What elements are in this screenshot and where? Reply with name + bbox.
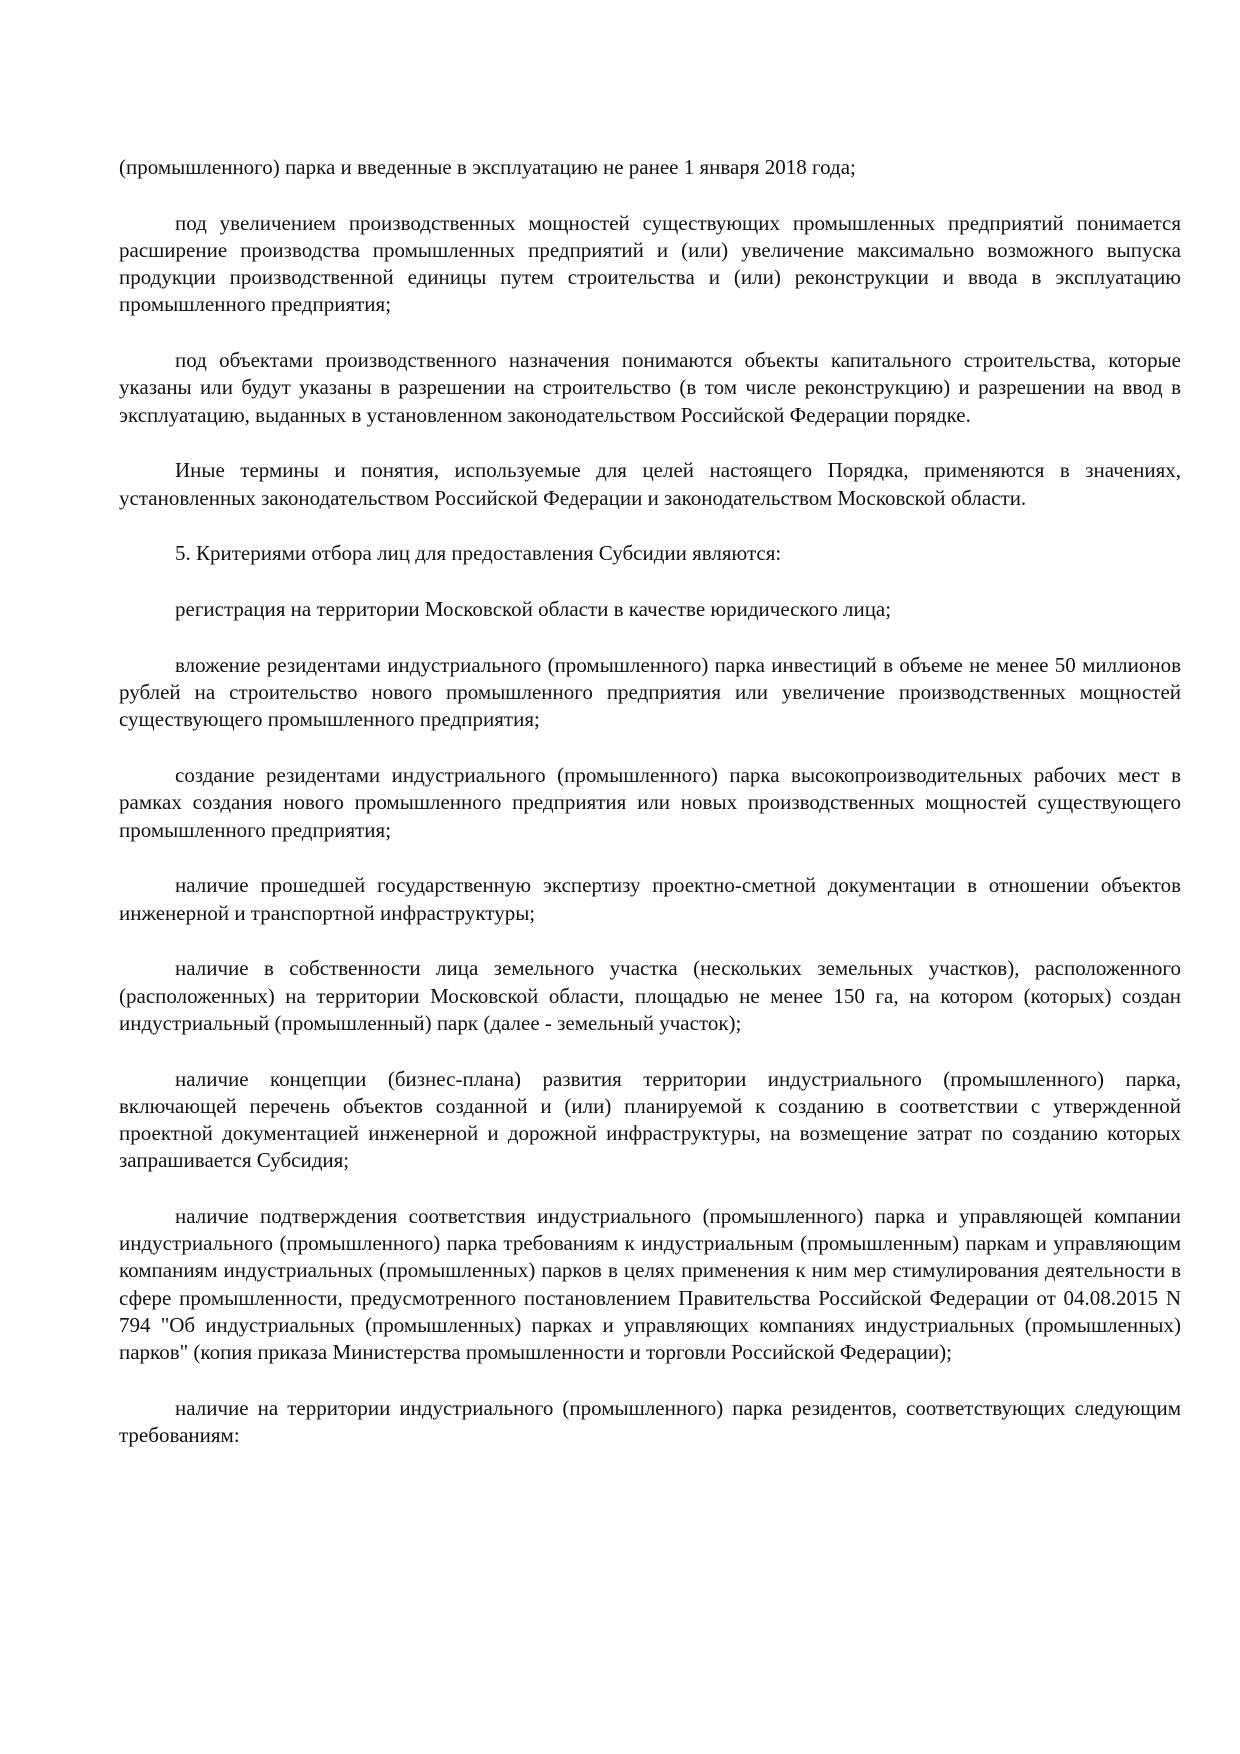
- paragraph-section-5-heading: 5. Критериями отбора лиц для предоставления Субсидии являются:: [175, 541, 782, 566]
- paragraph-criterion-confirmation: наличие подтверждения соответствия индустриального (промышленного) парка и управляющей компании индустриального (промышленного) парка требованиям к индустриальным (промышленным) паркам и управляющим компаниям индустриальных (промышленных) парков в целях применения к ним мер стимулирования деятельности в сфере промышленности, предусмотренного постановлением Правительства Российской Федерации от 04.08.2015 N 794 "Об индустриальных (промышленных) парках и управляющих компаниях индустриальных (промышленных) парков" (копия приказа Министерства промышленности и торговли Российской Федерации);: [119, 1204, 1181, 1365]
- paragraph-criterion-jobs: создание резидентами индустриального (промышленного) парка высокопроизводительных рабочих мест в рамках создания нового промышленного предприятия или новых производственных мощностей существующего промышленного предприятия;: [119, 763, 1181, 842]
- paragraph-definition-production-objects: под объектами производственного назначения понимаются объекты капитального строительства, которые указаны или будут указаны в разрешении на строительство (в том числе реконструкцию) и разрешении на ввод в эксплуатацию, выданных в установленном законодательством Российской Федерации порядке.: [119, 348, 1181, 427]
- paragraph-other-terms: Иные термины и понятия, используемые для целей настоящего Порядка, применяются в значениях, установленных законодательством Российской Федерации и законодательством Московской области.: [119, 458, 1181, 510]
- paragraph-criterion-land: наличие в собственности лица земельного участка (нескольких земельных участков), расположенного (расположенных) на территории Московской области, площадью не менее 150 га, на котором (которых) создан индустриальный (промышленный) парк (далее - земельный участок);: [119, 956, 1181, 1035]
- paragraph-criterion-registration: регистрация на территории Московской области в качестве юридического лица;: [175, 597, 892, 622]
- paragraph-criterion-expertise: наличие прошедшей государственную экспертизу проектно-сметной документации в отношении объектов инженерной и транспортной инфраструктуры;: [119, 873, 1181, 925]
- paragraph-continuation: (промышленного) парка и введенные в эксплуатацию не ранее 1 января 2018 года;: [119, 155, 856, 179]
- document-page: [119, 154, 1181, 1478]
- paragraph-criterion-residents: наличие на территории индустриального (промышленного) парка резидентов, соответствующих следующим требованиям:: [119, 1395, 1181, 1448]
- paragraph-definition-capacity-increase: под увеличением производственных мощностей существующих промышленных предприятий понимается расширение производства промышленных предприятий и (или) увеличение максимально возможного выпуска продукции производственной единицы путем строительства и (или) реконструкции и ввода в эксплуатацию промышленного предприятия;: [119, 210, 1181, 317]
- paragraph-criterion-concept: наличие концепции (бизнес-плана) развития территории индустриального (промышленного) парка, включающей перечень объектов созданной и (или) планируемой к созданию в соответствии с утвержденной проектной документацией инженерной и дорожной инфраструктуры, на возмещение затрат по созданию которых запрашивается Субсидия;: [119, 1066, 1181, 1173]
- paragraph-criterion-investment: вложение резидентами индустриального (промышленного) парка инвестиций в объеме не менее 50 миллионов рублей на строительство нового промышленного предприятия или увеличение производственных мощностей существующего промышленного предприятия;: [119, 653, 1181, 732]
